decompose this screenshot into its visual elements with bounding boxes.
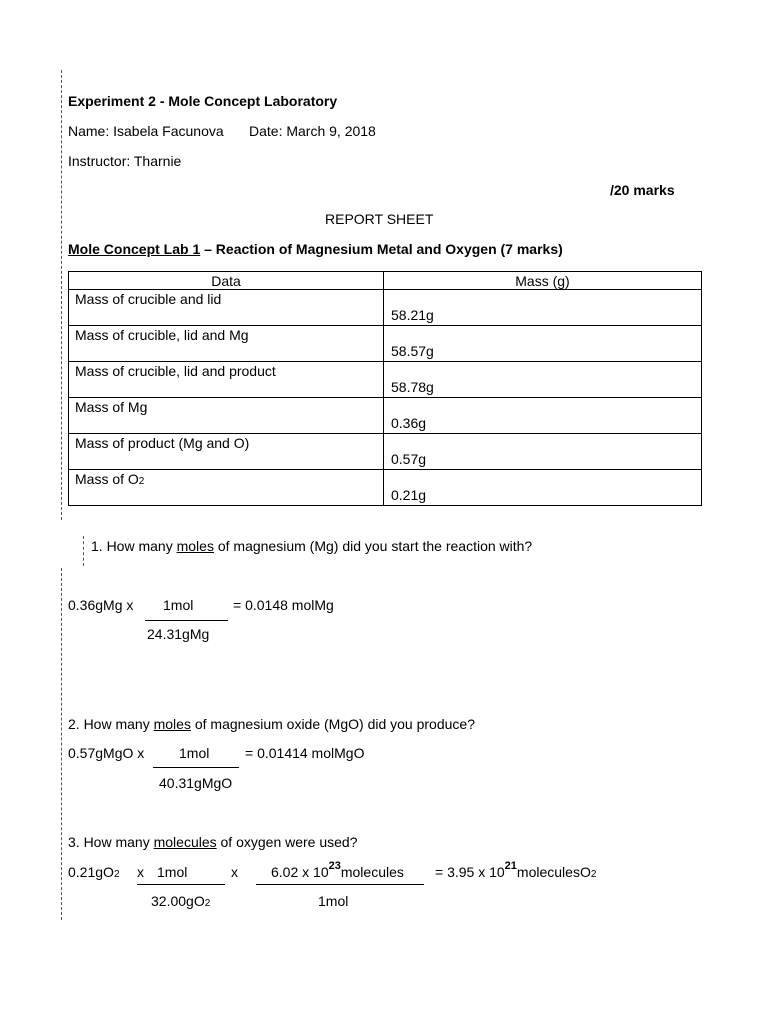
experiment-title: Experiment 2 - Mole Concept Laboratory — [68, 93, 338, 109]
q3-times-2: x — [231, 864, 238, 880]
margin-guide-short — [83, 536, 84, 566]
margin-guide-lower — [61, 568, 62, 920]
table-row — [69, 470, 702, 506]
row-label: Mass of O2 — [75, 471, 145, 487]
question-2-keyword: moles — [153, 716, 191, 732]
question-2: 2. How many moles of magnesium oxide (MgO) did you produce? — [68, 716, 475, 732]
table-row — [69, 290, 702, 326]
row-value: 58.21g — [391, 307, 434, 323]
q3-fraction-bar-1 — [137, 884, 225, 885]
q3-denominator-2: 1mol — [318, 893, 349, 909]
question-1: 1. How many moles of magnesium (Mg) did you start the reaction with? — [91, 538, 533, 554]
total-marks: /20 marks — [610, 182, 675, 198]
q3-times-1: x — [137, 864, 144, 880]
q3-numerator-1: 1mol — [157, 864, 188, 880]
q3-result: = 3.95 x $10^{21}moleculesO2$ — [435, 860, 597, 880]
student-name: Name: Isabela Facunova — [68, 123, 224, 139]
table-header-mass: Mass (g) — [384, 272, 702, 290]
table-header-data: Data — [69, 272, 384, 290]
table-row — [69, 434, 702, 470]
table-row — [69, 326, 702, 362]
q2-fraction-bar — [153, 767, 239, 768]
row-value: 0.57g — [391, 451, 427, 467]
q3-numerator-2: 6.02 x $10^{23}molecules$ — [271, 860, 404, 880]
instructor-name: Instructor: Tharnie — [68, 153, 182, 169]
q1-fraction-bar — [145, 620, 228, 621]
q3-denominator-1: 32.00gO2 — [151, 893, 211, 909]
mass-data-table — [68, 271, 702, 506]
row-label: Mass of product (Mg and O) — [75, 435, 250, 451]
report-date: Date: March 9, 2018 — [249, 123, 376, 139]
row-label: Mass of crucible and lid — [75, 291, 222, 307]
q2-denominator: 40.31gMgO — [159, 775, 233, 791]
question-1-keyword: moles — [176, 538, 214, 554]
q1-lhs: 0.36gMg x — [68, 597, 134, 613]
table-row — [69, 362, 702, 398]
margin-guide — [61, 70, 62, 520]
q2-result: = 0.01414 molMgO — [245, 745, 365, 761]
q2-lhs: 0.57gMgO x — [68, 745, 145, 761]
q3-lhs: 0.21gO2 — [68, 864, 120, 880]
q1-numerator: 1mol — [163, 597, 194, 613]
row-value: 58.78g — [391, 379, 434, 395]
question-3-keyword: molecules — [153, 834, 217, 850]
q3-fraction-bar-2 — [256, 884, 424, 885]
row-label: Mass of Mg — [75, 399, 148, 415]
table-row — [69, 398, 702, 434]
section-title-description: – Reaction of Magnesium Metal and Oxygen (7 marks) — [200, 241, 563, 257]
question-3: 3. How many molecules of oxygen were used? — [68, 834, 358, 850]
section-title — [68, 241, 563, 258]
q1-denominator: 24.31gMg — [147, 626, 210, 642]
row-label: Mass of crucible, lid and product — [75, 363, 276, 379]
q2-numerator: 1mol — [179, 745, 210, 761]
row-label: Mass of crucible, lid and Mg — [75, 327, 249, 343]
section-title-lab: Mole Concept Lab 1 — [68, 241, 201, 257]
table-header-row — [69, 272, 702, 290]
row-value: 0.36g — [391, 415, 427, 431]
row-value: 58.57g — [391, 343, 434, 359]
report-title: REPORT SHEET — [325, 211, 434, 227]
q1-result: = 0.0148 molMg — [233, 597, 334, 613]
row-value: 0.21g — [391, 487, 427, 503]
